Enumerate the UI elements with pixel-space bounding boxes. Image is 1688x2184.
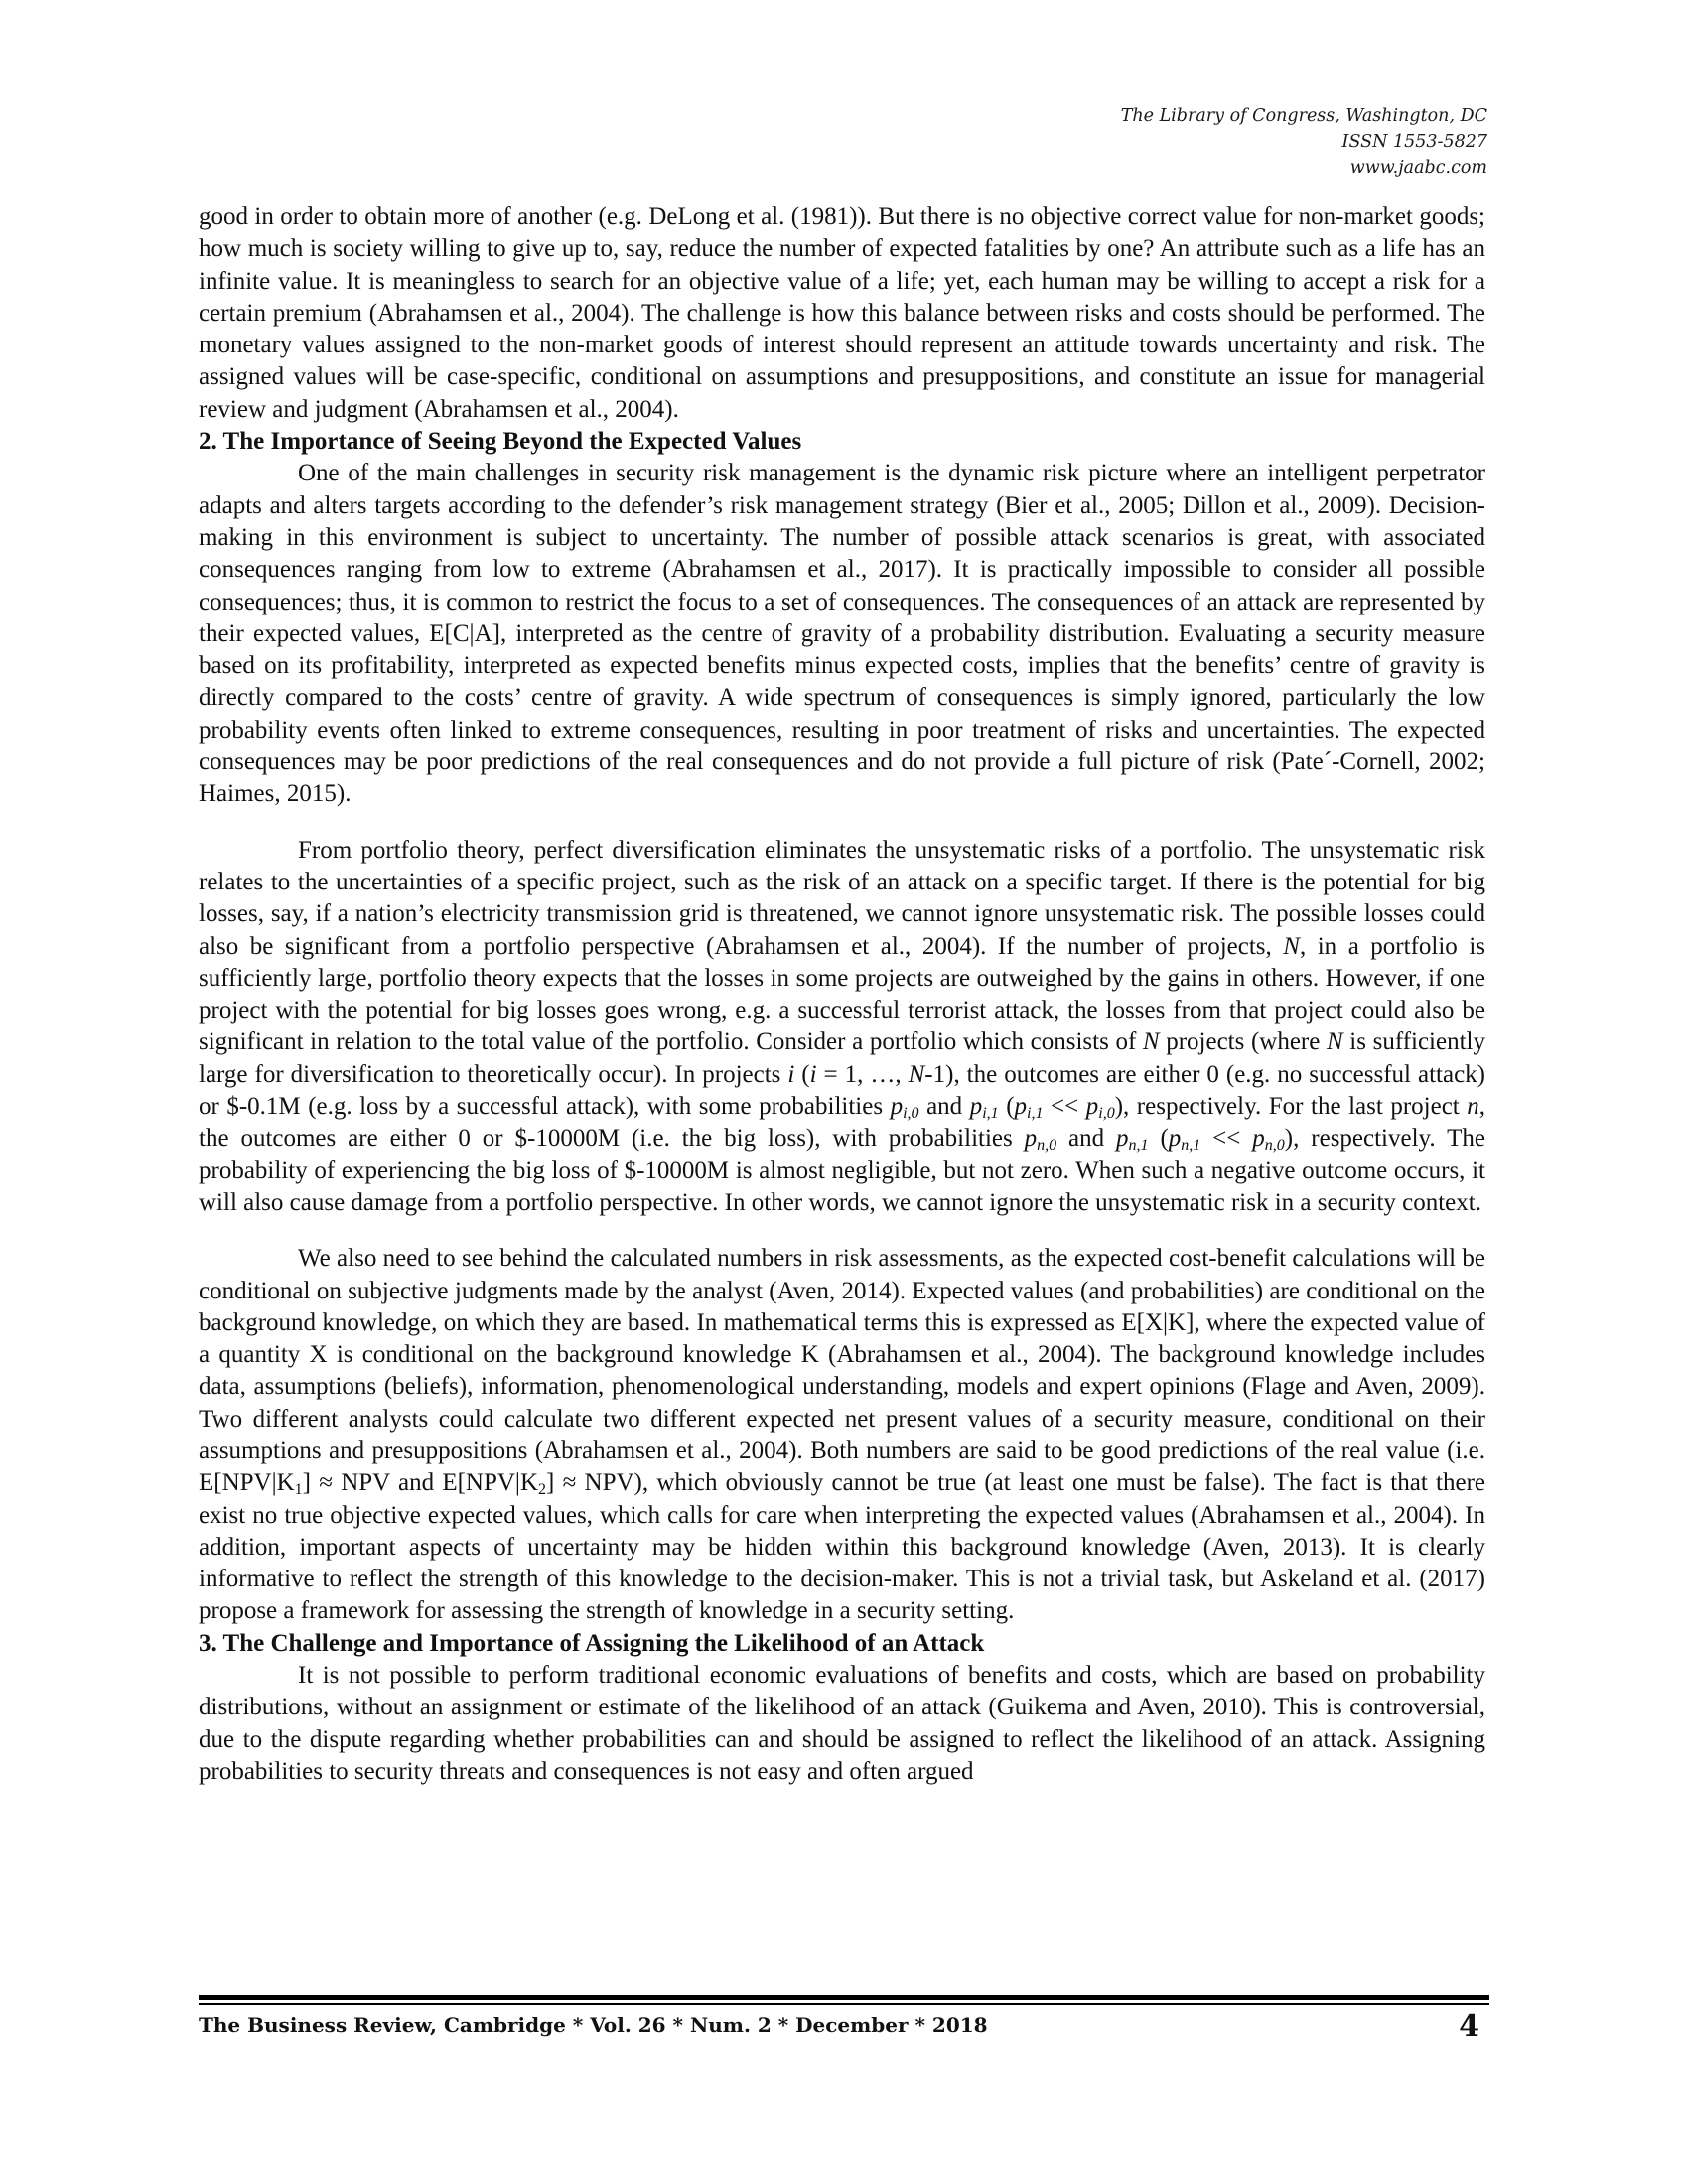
paragraph-gap xyxy=(199,811,1485,835)
text-run: , the outcomes are either 0 or $-10000M (i.e. the big loss), with probabilities xyxy=(199,1093,1486,1153)
variable-p: p xyxy=(890,1093,904,1121)
subscript: i,1 xyxy=(1027,1105,1044,1123)
variable-p: p xyxy=(1252,1125,1265,1153)
subscript: n,1 xyxy=(1181,1137,1201,1155)
text-run: ] ≈ NPV and E[NPV|K xyxy=(302,1469,538,1497)
text-run: From portfolio theory, perfect diversification eliminates the unsystematic risks of a portfolio. The unsystematic risk relates to the uncertainties of a specific project, such as the risk of an attack on a specific target. If there is the potential for big losses, say, if a nation’s electricity transmission grid is threatened, we cannot ignore unsystematic risk. The possible losses could also be significant from a portfolio perspective (Abrahamsen et al., 2004). If the number of projects, xyxy=(199,836,1485,960)
subscript: i,0 xyxy=(1098,1105,1115,1123)
variable-i: i xyxy=(809,1060,817,1088)
section-2-title: 2. The Importance of Seeing Beyond the Expected Values xyxy=(199,428,802,456)
variable-p: p xyxy=(969,1093,983,1121)
footer-rule-thin xyxy=(199,2003,1489,2005)
subscript: 1 xyxy=(294,1481,303,1499)
text-run: We also need to see behind the calculated numbers in risk assessments, as the expected cost-benefit calculations will be conditional on subjective judgments made by the analyst (Aven, 2014). Expected values (and probabilities) are conditional on the background knowledge, on which they are based. In mathematical terms this is expressed as E[X|K], where the expected value of a quantity X is conditional on the background knowledge K (Abrahamsen et al., 2004). The background knowledge includes data, assumptions (beliefs), information, phenomenological understanding, models and expert opinions (Flage and Aven, 2009). Two different analysts could calculate two different expected net present values of a security measure, conditional on their assumptions and presuppositions (Abrahamsen et al., 2004). Both numbers are said to be good predictions of the real value (i.e. E[NPV|K xyxy=(199,1245,1485,1497)
subscript: n,0 xyxy=(1264,1137,1285,1155)
text-run: ( xyxy=(1148,1125,1169,1153)
text-run: , in a portfolio is sufficiently large, portfolio theory expects that the losses in some projects are outweighed by the gains in others. However, if one project with the potential for big losses goes wrong, e.g. a successful terrorist attack, the losses from that project could also be significant in relation to the total value of the portfolio. Consider a portfolio which consists of xyxy=(199,932,1485,1056)
variable-N: N xyxy=(908,1060,925,1088)
variable-N: N xyxy=(1142,1028,1160,1056)
subscript: n,0 xyxy=(1037,1137,1057,1155)
footer-rule-thick xyxy=(199,1995,1489,2000)
intro-paragraph: good in order to obtain more of another (e.g. DeLong et al. (1981)). But there is no objective correct value for non-market goods; how much is society willing to give up to, say, reduce the number of expected fatalities by one? An attribute such as a life has an infinite value. It is meaningless to search for an objective value of a life; yet, each human may be willing to accept a risk for a certain premium (Abrahamsen et al., 2004). The challenge is how this balance between risks and costs should be performed. The monetary values assigned to the non-market goods of interest should represent an attitude towards uncertainty and risk. The assigned values will be case-specific, conditional on assumptions and presuppositions, and constitute an issue for managerial review and judgment (Abrahamsen et al., 2004). xyxy=(199,204,1485,423)
section-3-paragraph-1: It is not possible to perform traditional economic evaluations of benefits and costs, which are based on probability distributions, without an assignment or estimate of the likelihood of an attack (Guikema and Aven, 2010). This is controversial, due to the dispute regarding whether probabilities can and should be assigned to reflect the likelihood of an attack. Assigning probabilities to security threats and consequences is not easy and often argued xyxy=(199,1662,1485,1785)
article-body xyxy=(199,202,1485,1788)
text-run: -1), the outcomes are either 0 (e.g. no successful attack) or $-0.1M (e.g. loss by a successful attack), with some probabilities xyxy=(199,1060,1485,1121)
text-run: = 1, …, xyxy=(816,1060,909,1088)
text-run: ( xyxy=(794,1060,810,1088)
text-run: << xyxy=(1200,1125,1253,1153)
variable-p: p xyxy=(1168,1125,1182,1153)
variable-n: n xyxy=(1467,1093,1479,1121)
text-run: ), respectively. The probability of experiencing the big loss of $-10000M is almost negligible, but not zero. When such a negative outcome occurs, it will also cause damage from a portfolio perspective. In other words, we cannot ignore the unsystematic risk in a security context. xyxy=(199,1125,1485,1216)
variable-p: p xyxy=(1085,1093,1099,1121)
subscript: i,0 xyxy=(903,1105,919,1123)
section-2-paragraph-2 xyxy=(199,835,1485,1220)
page-number: 4 xyxy=(1459,2009,1479,2044)
text-run: projects (where xyxy=(1159,1028,1327,1056)
text-run: ( xyxy=(998,1093,1015,1121)
variable-N: N xyxy=(1283,932,1300,960)
section-2-paragraph-1: One of the main challenges in security risk management is the dynamic risk picture where an intelligent perpetrator adapts and alters targets according to the defender’s risk management strategy (Bier et al., 2005; Dillon et al., 2009). Decision-making in this environment is subject to uncertainty. The number of possible attack scenarios is great, with associated consequences ranging from low to extreme (Abrahamsen et al., 2017). It is practically impossible to consider all possible consequences; thus, it is common to restrict the focus to a set of consequences. The consequences of an attack are represented by their expected values, E[C|A], interpreted as the centre of gravity of a probability distribution. Evaluating a security measure based on its profitability, interpreted as expected benefits minus expected costs, implies that the benefits’ centre of gravity is directly compared to the costs’ centre of gravity. A wide spectrum of consequences is simply ignored, particularly the low probability events often linked to extreme consequences, resulting in poor treatment of risks and uncertainties. The expected consequences may be poor predictions of the real consequences and do not provide a full picture of risk (Pate´-Cornell, 2002; Haimes, 2015). xyxy=(199,460,1485,808)
subscript: i,1 xyxy=(982,1105,999,1123)
text-run: is sufficiently large for diversification to theoretically occur). In projects xyxy=(199,1028,1485,1088)
section-2-paragraph-3 xyxy=(199,1243,1485,1628)
subscript: 2 xyxy=(538,1481,546,1499)
text-run: ] ≈ NPV), which obviously cannot be true (at least one must be false). The fact is that there exist no true objective expected values, which calls for care when interpreting the expected values (Abrahamsen et al., 2004). In addition, important aspects of uncertainty may be hidden within this background knowledge (Aven, 2013). It is clearly informative to reflect the strength of this knowledge to the decision-maker. This is not a trivial task, but Askeland et al. (2017) propose a framework for assessing the strength of knowledge in a security setting. xyxy=(199,1469,1485,1625)
header-website: www.jaabc.com xyxy=(1349,158,1487,178)
page-header xyxy=(1121,103,1487,181)
paragraph-gap xyxy=(199,1219,1485,1243)
variable-p: p xyxy=(1116,1125,1129,1153)
section-3-title: 3. The Challenge and Importance of Assigning the Likelihood of an Attack xyxy=(199,1629,985,1657)
variable-p: p xyxy=(1014,1093,1028,1121)
text-run: << xyxy=(1043,1093,1086,1121)
footer-journal: The Business Review, Cambridge * Vol. 26 * Num. 2 * December * 2018 xyxy=(199,2013,988,2037)
subscript: n,1 xyxy=(1128,1137,1149,1155)
text-run: ), respectively. For the last project xyxy=(1114,1093,1468,1121)
header-library: The Library of Congress, Washington, DC xyxy=(1120,106,1487,126)
variable-i: i xyxy=(787,1060,795,1088)
variable-p: p xyxy=(1024,1125,1038,1153)
text-run: and xyxy=(918,1093,970,1121)
variable-N: N xyxy=(1326,1028,1343,1056)
text-run: and xyxy=(1056,1125,1117,1153)
header-issn: ISSN 1553-5827 xyxy=(1341,132,1487,152)
